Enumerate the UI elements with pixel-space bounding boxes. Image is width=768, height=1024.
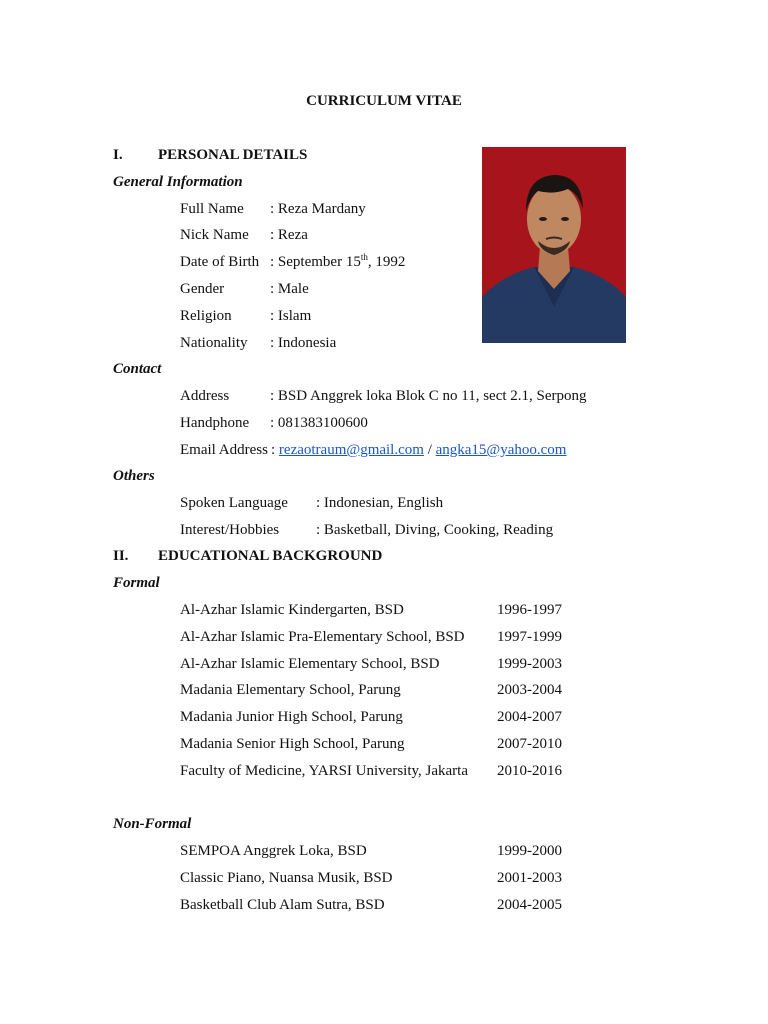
date-of-birth-value: [270, 254, 405, 271]
section-title-personal: PERSONAL DETAILS: [158, 147, 308, 163]
non-formal-course: SEMPOA Anggrek Loka, BSD: [180, 843, 367, 859]
formal-years: 2010-2016: [497, 763, 562, 779]
email-colon: :: [271, 442, 276, 458]
address-value: : BSD Anggrek loka Blok C no 11, sect 2.1, Serpong: [270, 388, 587, 404]
nick-name-value: : Reza: [270, 227, 308, 243]
non-formal-years: 2004-2005: [497, 897, 562, 913]
full-name-label: Full Name: [180, 201, 244, 217]
email-link-yahoo[interactable]: angka15@yahoo.com: [435, 442, 567, 458]
gender-value: : Male: [270, 281, 309, 297]
hobbies-value: : Basketball, Diving, Cooking, Reading: [316, 522, 554, 538]
email-link-gmail[interactable]: rezaotraum@gmail.com: [278, 442, 424, 458]
address-label: Address: [180, 388, 230, 404]
handphone-label: Handphone: [180, 415, 250, 431]
spoken-language-value: : Indonesian, English: [316, 495, 444, 511]
date-of-birth-label: Date of Birth: [180, 254, 260, 270]
hobbies-label: Interest/Hobbies: [180, 522, 280, 538]
date-of-birth-year: , 1992: [367, 254, 406, 270]
formal-school: Madania Junior High School, Parung: [180, 709, 403, 725]
formal-school: Al-Azhar Islamic Kindergarten, BSD: [180, 602, 404, 618]
formal-years: 2004-2007: [497, 709, 562, 725]
formal-years: 2007-2010: [497, 736, 562, 752]
email-values: [271, 442, 566, 459]
profile-photo-graphic: [482, 147, 626, 343]
non-formal-years: 1999-2000: [497, 843, 562, 859]
spoken-language-label: Spoken Language: [180, 495, 288, 511]
non-formal-course: Classic Piano, Nuansa Musik, BSD: [180, 870, 393, 886]
nationality-label: Nationality: [180, 335, 248, 351]
non-formal-heading: Non-Formal: [113, 816, 192, 832]
formal-school: Madania Elementary School, Parung: [180, 682, 401, 698]
formal-years: 1999-2003: [497, 656, 562, 672]
email-label: Email Address: [180, 442, 268, 458]
section-title-education: EDUCATIONAL BACKGROUND: [158, 548, 383, 564]
date-of-birth-main: : September 15: [270, 254, 361, 270]
date-of-birth-suffix: th: [360, 252, 368, 262]
full-name-value: : Reza Mardany: [270, 201, 366, 217]
religion-value: : Islam: [270, 308, 312, 324]
profile-photo: [482, 147, 626, 343]
document-title: CURRICULUM VITAE: [306, 93, 462, 109]
contact-heading: Contact: [113, 361, 162, 377]
formal-years: 1996-1997: [497, 602, 562, 618]
religion-label: Religion: [180, 308, 232, 324]
section-number-personal: I.: [113, 147, 123, 163]
formal-heading: Formal: [113, 575, 160, 591]
formal-years: 1997-1999: [497, 629, 562, 645]
email-separator: /: [427, 442, 432, 458]
formal-school: Faculty of Medicine, YARSI University, Jakarta: [180, 763, 468, 779]
handphone-value: : 081383100600: [270, 415, 368, 431]
formal-school: Madania Senior High School, Parung: [180, 736, 405, 752]
section-number-education: II.: [113, 548, 129, 564]
nick-name-label: Nick Name: [180, 227, 249, 243]
others-heading: Others: [113, 468, 155, 484]
formal-years: 2003-2004: [497, 682, 562, 698]
non-formal-course: Basketball Club Alam Sutra, BSD: [180, 897, 385, 913]
general-information-heading: General Information: [113, 174, 243, 190]
formal-school: Al-Azhar Islamic Elementary School, BSD: [180, 656, 440, 672]
gender-label: Gender: [180, 281, 225, 297]
non-formal-years: 2001-2003: [497, 870, 562, 886]
formal-school: Al-Azhar Islamic Pra-Elementary School, BSD: [180, 629, 465, 645]
nationality-value: : Indonesia: [270, 335, 337, 351]
